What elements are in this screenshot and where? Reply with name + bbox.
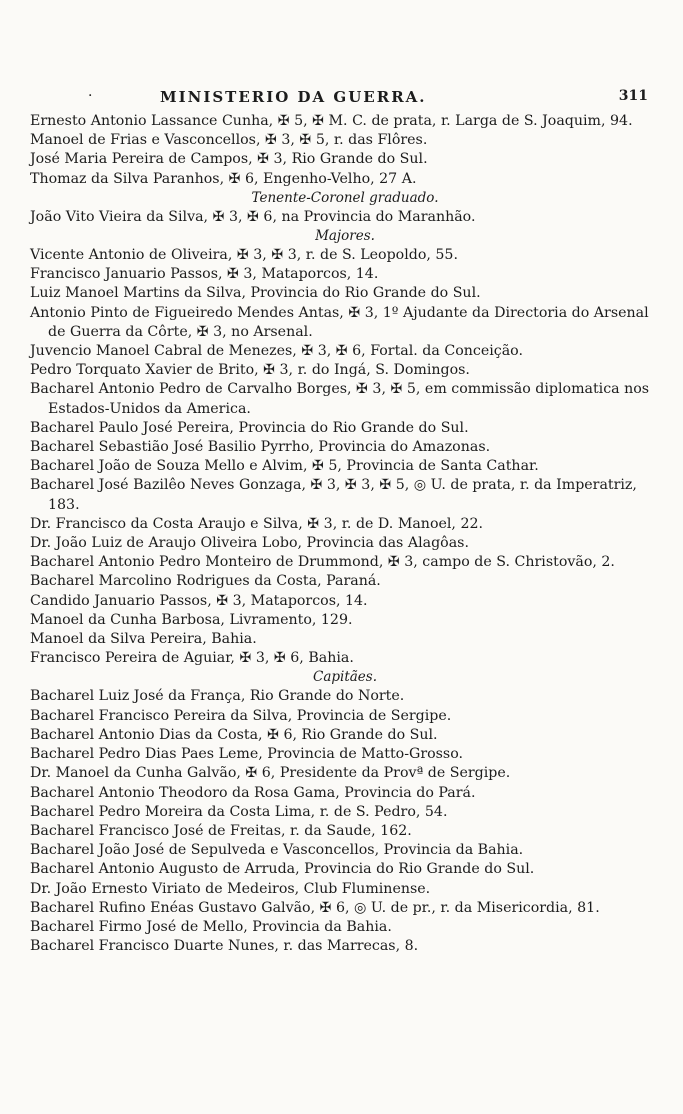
page-header xyxy=(30,88,660,112)
list-item: Bacharel Antonio Dias da Costa, ✠ 6, Rio Grande do Sul. xyxy=(30,726,438,743)
list-item: Bacharel Sebastião José Basilio Pyrrho, Provincia do Amazonas. xyxy=(30,439,491,456)
list-item: Bacharel Firmo José de Mello, Provincia da Bahia. xyxy=(30,918,392,935)
page-body xyxy=(30,112,660,956)
list-item: Antonio Pinto de Figueiredo Mendes Antas, ✠ 3, 1º Ajudante da Directoria do Arsenal de Guerra da Côrte, ✠ 3, no Arsenal. xyxy=(30,304,649,340)
list-item: Dr. Francisco da Costa Araujo e Silva, ✠ 3, r. de D. Manoel, 22. xyxy=(30,515,484,532)
list-item: Bacharel Antonio Theodoro da Rosa Gama, Provincia do Pará. xyxy=(30,784,476,801)
list-item: Juvencio Manoel Cabral de Menezes, ✠ 3, ✠ 6, Fortal. da Conceição. xyxy=(30,343,523,360)
list-item: João Vito Vieira da Silva, ✠ 3, ✠ 6, na Provincia do Maranhão. xyxy=(30,208,476,225)
list-item: Vicente Antonio de Oliveira, ✠ 3, ✠ 3, r. de S. Leopoldo, 55. xyxy=(30,247,458,264)
list-item: Bacharel Luiz José da França, Rio Grande do Norte. xyxy=(30,688,405,705)
section-heading: Majores. xyxy=(315,228,375,245)
list-item: Manoel de Frias e Vasconcellos, ✠ 3, ✠ 5, r. das Flôres. xyxy=(30,132,428,149)
list-item: Manoel da Cunha Barbosa, Livramento, 129. xyxy=(30,611,353,628)
list-item: Francisco Januario Passos, ✠ 3, Mataporcos, 14. xyxy=(30,266,379,283)
list-item: Pedro Torquato Xavier de Brito, ✠ 3, r. do Ingá, S. Domingos. xyxy=(30,362,470,379)
list-item: Candido Januario Passos, ✠ 3, Mataporcos, 14. xyxy=(30,592,368,609)
list-item: Ernesto Antonio Lassance Cunha, ✠ 5, ✠ M. C. de prata, r. Larga de S. Joaquim, 94. xyxy=(30,113,633,129)
list-item: Bacharel Rufino Enéas Gustavo Galvão, ✠ 6, ◎ U. de pr., r. da Misericordia, 81. xyxy=(30,899,600,916)
list-item: Bacharel Pedro Dias Paes Leme, Provincia de Matto-Grosso. xyxy=(30,746,464,763)
list-item: Luiz Manoel Martins da Silva, Provincia do Rio Grande do Sul. xyxy=(30,285,481,302)
list-item: Bacharel Antonio Pedro Monteiro de Drummond, ✠ 3, campo de S. Christovão, 2. xyxy=(30,554,615,571)
list-item: Bacharel Antonio Pedro de Carvalho Borges, ✠ 3, ✠ 5, em commissão diplomatica nos Estados-Unidos da America. xyxy=(30,381,650,417)
list-item: Bacharel Francisco Duarte Nunes, r. das Marrecas, 8. xyxy=(30,938,419,955)
list-item: Bacharel João de Souza Mello e Alvim, ✠ 5, Provincia de Santa Cathar. xyxy=(30,458,539,475)
page-number: 311 xyxy=(618,88,648,104)
list-item: Dr. João Ernesto Viriato de Medeiros, Club Fluminense. xyxy=(30,880,431,897)
list-item: José Maria Pereira de Campos, ✠ 3, Rio Grande do Sul. xyxy=(30,151,428,168)
list-item: Bacharel Paulo José Pereira, Provincia do Rio Grande do Sul. xyxy=(30,419,469,436)
document-page xyxy=(30,88,660,956)
list-item: Bacharel Pedro Moreira da Costa Lima, r. de S. Pedro, 54. xyxy=(30,803,448,820)
list-item: Bacharel Antonio Augusto de Arruda, Provincia do Rio Grande do Sul. xyxy=(30,861,535,878)
list-item: Bacharel Francisco José de Freitas, r. da Saude, 162. xyxy=(30,822,412,839)
list-item: Bacharel Francisco Pereira da Silva, Provincia de Sergipe. xyxy=(30,707,452,724)
list-item: Francisco Pereira de Aguiar, ✠ 3, ✠ 6, Bahia. xyxy=(30,650,354,667)
list-item: Bacharel Marcolino Rodrigues da Costa, Paraná. xyxy=(30,573,381,590)
header-mark: · xyxy=(88,88,93,104)
list-item: Manoel da Silva Pereira, Bahia. xyxy=(30,631,257,648)
list-item: Dr. Manoel da Cunha Galvão, ✠ 6, Presidente da Provª de Sergipe. xyxy=(30,765,511,782)
list-item: Bacharel João José de Sepulveda e Vasconcellos, Provincia da Bahia. xyxy=(30,842,524,859)
list-item: Thomaz da Silva Paranhos, ✠ 6, Engenho-Velho, 27 A. xyxy=(30,170,417,187)
section-heading: Tenente-Coronel graduado. xyxy=(251,189,439,206)
page-title: MINISTERIO DA GUERRA. xyxy=(160,88,427,106)
list-item: Dr. João Luiz de Araujo Oliveira Lobo, Provincia das Alagôas. xyxy=(30,535,469,552)
list-item: Bacharel José Bazilêo Neves Gonzaga, ✠ 3, ✠ 3, ✠ 5, ◎ U. de prata, r. da Imperatriz, 183. xyxy=(30,477,637,513)
section-heading: Capitães. xyxy=(312,669,378,686)
